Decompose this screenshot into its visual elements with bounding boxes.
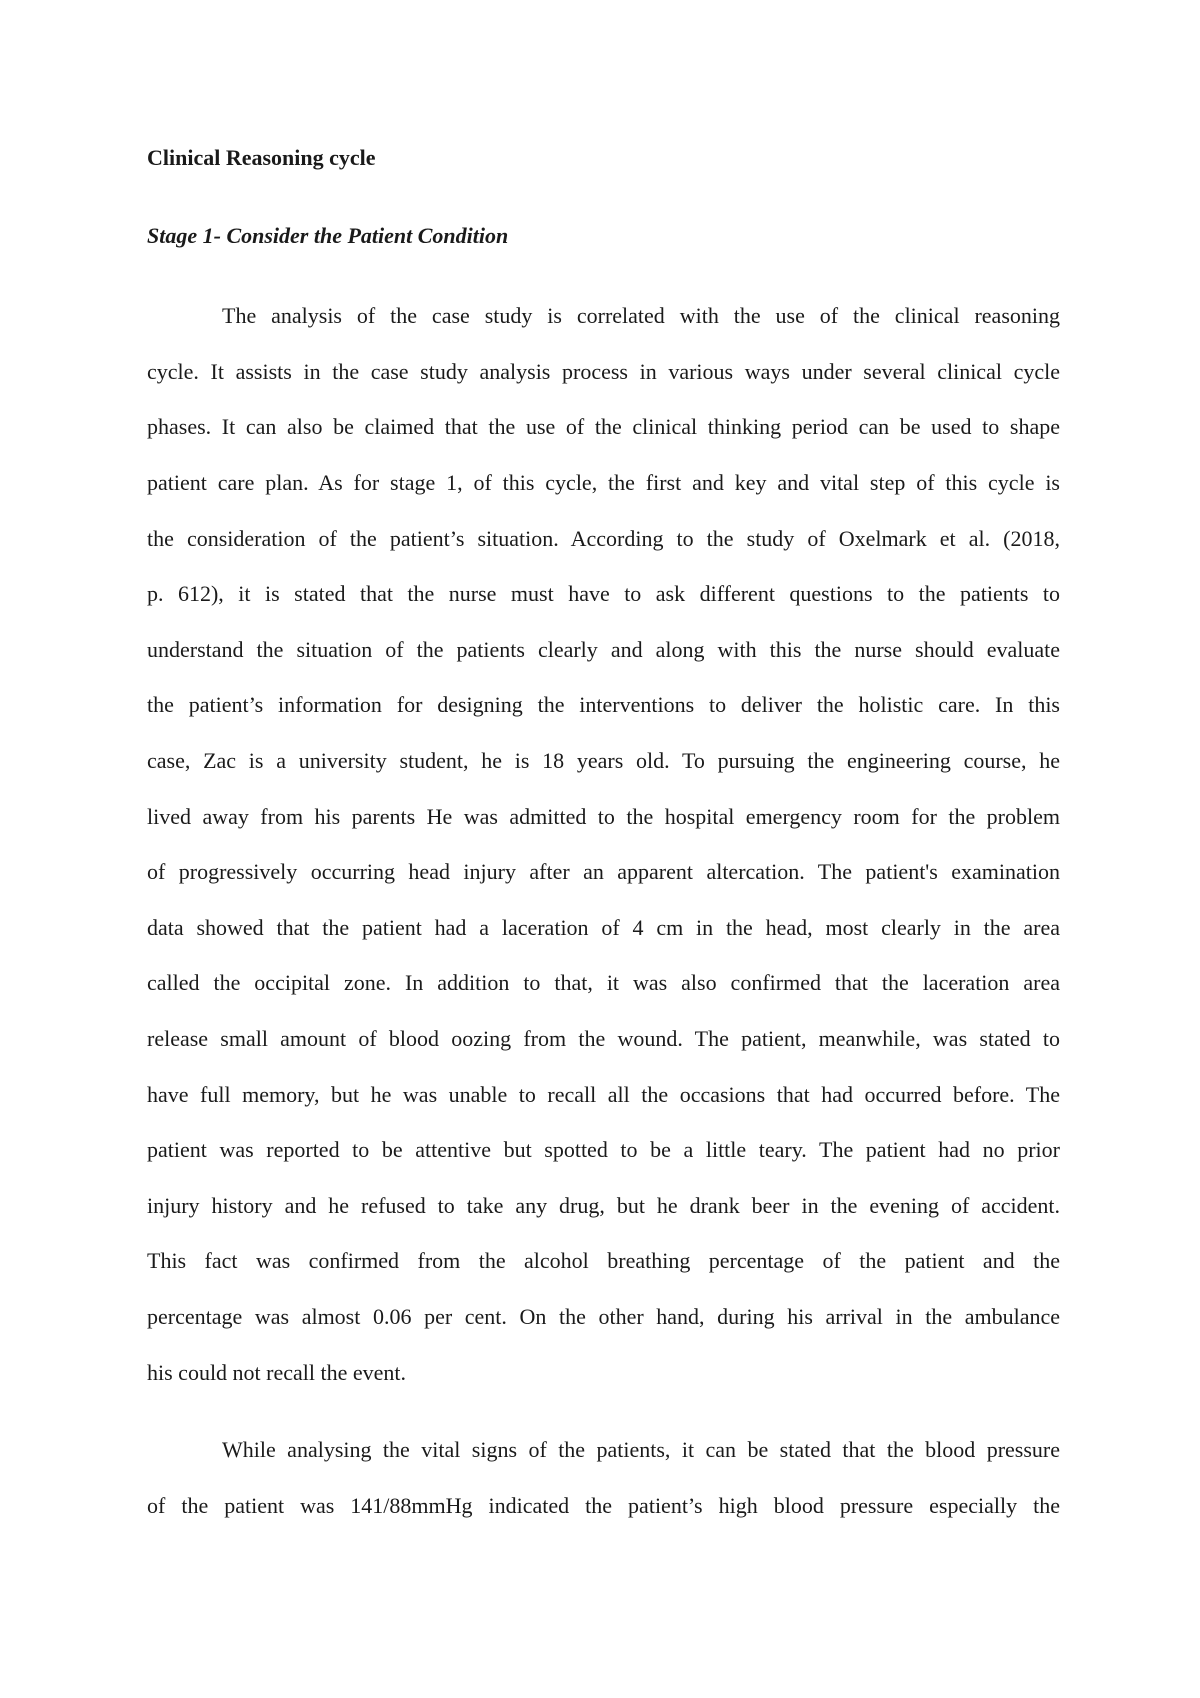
text-line: While analysing the vital signs of the patients, it can be stated that the blood pressure: [222, 1437, 1060, 1462]
text-line: of progressively occurring head injury after an apparent altercation. The patient's examination: [147, 859, 1060, 884]
text-line: release small amount of blood oozing from the wound. The patient, meanwhile, was stated to: [147, 1026, 1060, 1051]
text-line: patient care plan. As for stage 1, of this cycle, the first and key and vital step of this cycle is: [147, 470, 1060, 495]
text-line: injury history and he refused to take any drug, but he drank beer in the evening of accident.: [147, 1193, 1060, 1218]
text-line: data showed that the patient had a laceration of 4 cm in the head, most clearly in the area: [147, 915, 1060, 940]
text-line: of the patient was 141/88mmHg indicated the patient’s high blood pressure especially the: [147, 1493, 1060, 1518]
text-line: This fact was confirmed from the alcohol breathing percentage of the patient and the: [147, 1248, 1060, 1273]
text-line: lived away from his parents He was admitted to the hospital emergency room for the problem: [147, 804, 1060, 829]
text-line: his could not recall the event.: [147, 1360, 407, 1385]
text-line: the patient’s information for designing the interventions to deliver the holistic care. In this: [147, 692, 1060, 717]
text-line: percentage was almost 0.06 per cent. On the other hand, during his arrival in the ambulance: [147, 1304, 1060, 1329]
document-title: Clinical Reasoning cycle: [147, 145, 376, 170]
text-line: p. 612), it is stated that the nurse must have to ask different questions to the patients to: [147, 581, 1060, 606]
text-line: have full memory, but he was unable to recall all the occasions that had occurred before. The: [147, 1082, 1060, 1107]
section-heading: Stage 1- Consider the Patient Condition: [147, 223, 509, 248]
text-line: called the occipital zone. In addition to that, it was also confirmed that the laceration area: [147, 970, 1060, 995]
text-line: understand the situation of the patients clearly and along with this the nurse should evaluate: [147, 637, 1060, 662]
text-line: phases. It can also be claimed that the use of the clinical thinking period can be used to shape: [147, 414, 1060, 439]
text-line: case, Zac is a university student, he is 18 years old. To pursuing the engineering course, he: [147, 748, 1060, 773]
text-line: The analysis of the case study is correlated with the use of the clinical reasoning: [222, 303, 1060, 328]
text-line: cycle. It assists in the case study analysis process in various ways under several clinical cycle: [147, 359, 1060, 384]
text-line: the consideration of the patient’s situation. According to the study of Oxelmark et al. (2018,: [147, 526, 1060, 551]
text-line: patient was reported to be attentive but spotted to be a little teary. The patient had no prior: [147, 1137, 1060, 1162]
